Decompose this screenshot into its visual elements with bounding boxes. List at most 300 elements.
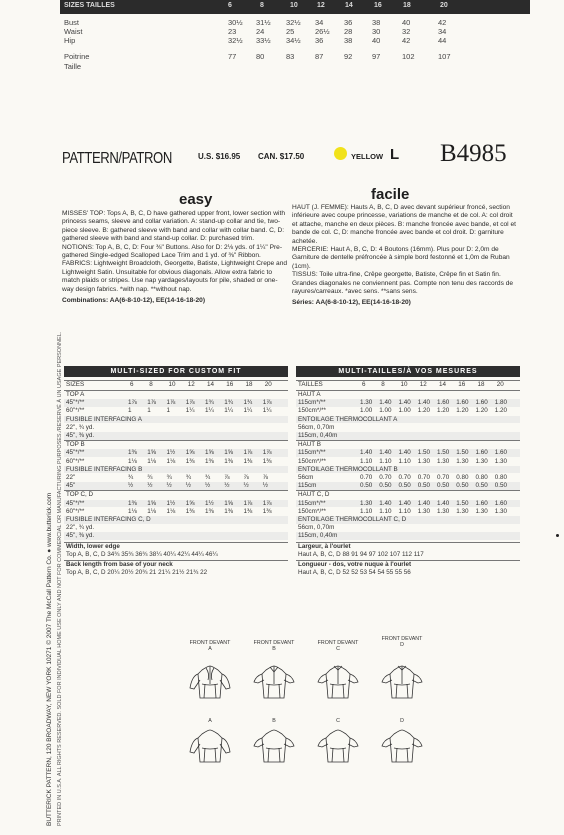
table-rule xyxy=(64,390,288,391)
measurement-value: 32½ xyxy=(286,18,301,27)
yardage-value: 1.30 xyxy=(360,399,373,407)
yardage-value: 1⅜ xyxy=(185,507,195,515)
row-label: 115cm, 0,40m xyxy=(298,432,338,439)
yardage-value: 1.60 xyxy=(475,399,488,407)
sizes-label: SIZES xyxy=(66,381,85,388)
yardage-value: 1¼ xyxy=(185,407,195,415)
yardage-value: 1.20 xyxy=(494,407,508,415)
row-label: HAUT B xyxy=(298,441,321,449)
yardage-value: 1½ xyxy=(205,499,214,507)
header-cell: 20 xyxy=(440,2,448,9)
row-label: 45"*/** xyxy=(66,449,85,457)
front-view-sketch xyxy=(188,664,232,700)
yardage-value: 1¼ xyxy=(224,407,234,415)
yardage-value: 1⅞ xyxy=(166,399,176,407)
measurement-value: 83 xyxy=(286,52,295,61)
row-label: 115cm xyxy=(298,482,317,490)
measurement-label: Poitrine xyxy=(64,52,90,61)
yardage-value: 1⅜ xyxy=(262,457,272,465)
yardage-table-title: MULTI-SIZED FOR CUSTOM FIT xyxy=(64,366,288,377)
yardage-value: 1⅝ xyxy=(147,449,157,457)
measurement-value: 44 xyxy=(438,36,447,45)
yardage-value: 1⅜ xyxy=(128,449,137,457)
row-label: FUSIBLE INTERFACING A xyxy=(66,415,142,423)
measurement-value: 32 xyxy=(402,27,411,36)
sketch-front-label: FRONT DEVANT B xyxy=(253,640,295,652)
yardage-value: ⅞ xyxy=(243,474,249,481)
yardage-value: 1⅜ xyxy=(205,507,214,515)
yardage-value: 0.80 xyxy=(456,474,469,481)
measurement-label: Hip xyxy=(64,36,76,45)
measurement-value: 34 xyxy=(438,27,447,36)
row-label: 115cm, 0,40m xyxy=(298,532,338,540)
header-cell: 6 xyxy=(228,2,232,9)
yardage-value: ¾ xyxy=(185,474,192,481)
sketch-back-label: D xyxy=(400,718,404,724)
yardage-value: 1.40 xyxy=(379,399,392,407)
yardage-value: 1.60 xyxy=(437,399,450,407)
yardage-value: 1.40 xyxy=(360,449,373,457)
yardage-value: 1⅛ xyxy=(128,457,137,465)
size-heading: 8 xyxy=(381,381,385,388)
measurement-value: 31½ xyxy=(256,18,271,27)
width-row: Top A, B, C, D 34¾ 35¾ 36¾ 38¼ 40¼ 42¼ 44¼ 46¼ xyxy=(66,550,218,558)
yardage-value: 1⅛ xyxy=(147,507,157,515)
yardage-value: 1.80 xyxy=(494,399,508,407)
row-label: 45" xyxy=(66,482,76,490)
yardage-value: 1.50 xyxy=(456,499,469,507)
measurement-value: 23 xyxy=(228,27,237,36)
measurement-row xyxy=(60,62,530,71)
speck-mark xyxy=(556,534,559,537)
row-label: ENTOILAGE THERMOCOLLANT C, D xyxy=(298,516,407,523)
yardage-value: 1.40 xyxy=(398,449,411,457)
tissus-text: TISSUS: Toile ultra-fine, Crêpe georgette, Batiste, Crêpe fin et Satin fin. Grandes diagonales ne conviennent pas. Compte non tenu des raccords de rayures/carreaux. *avec sens. **sans sens. xyxy=(292,271,514,296)
row-label: 22" xyxy=(66,474,76,481)
yardage-value: 0.70 xyxy=(398,474,411,481)
row-label: 22", ¾ yd. xyxy=(66,423,95,431)
yardage-value: 1.10 xyxy=(360,457,373,465)
yardage-value: 1.40 xyxy=(379,499,392,507)
yardage-value: 1.30 xyxy=(360,499,373,507)
size-heading: 18 xyxy=(477,381,485,388)
measurement-value: 33½ xyxy=(256,36,271,45)
yardage-value: 0.50 xyxy=(360,482,373,490)
row-shade xyxy=(64,432,288,440)
yardage-value: 1⅛ xyxy=(166,507,176,515)
size-heading: 10 xyxy=(400,381,408,388)
back-length-row: Haut A, B, C, D 52 52 53 54 54 55 55 56 xyxy=(298,569,411,576)
facile-title: facile xyxy=(371,186,410,203)
row-label: TOP C, D xyxy=(66,491,94,499)
yardage-value: ¾ xyxy=(128,474,134,481)
yardage-value: 1¼ xyxy=(262,407,272,415)
sketch-line xyxy=(198,730,222,762)
back-view-sketch xyxy=(252,728,296,764)
size-heading: 8 xyxy=(149,381,153,388)
french-description xyxy=(292,204,518,308)
yardage-value: 0.50 xyxy=(456,482,469,490)
measurement-value: 40 xyxy=(372,36,381,45)
yardage-value: 1.30 xyxy=(494,507,508,515)
back-view-sketch xyxy=(316,728,360,764)
row-label: 45"*/** xyxy=(66,399,85,407)
row-label: 115cm*/** xyxy=(298,449,326,457)
size-heading: 10 xyxy=(168,381,176,388)
measurement-value: 36 xyxy=(315,36,324,45)
measurement-value: 97 xyxy=(372,52,381,61)
size-heading: 6 xyxy=(362,381,366,388)
yardage-value: 1.10 xyxy=(398,507,411,515)
sketch-line xyxy=(390,730,414,762)
header-cell: SIZES TAILLES xyxy=(64,2,115,9)
yardage-value: 1.30 xyxy=(456,457,469,465)
yardage-value: ¾ xyxy=(147,474,153,481)
yardage-value: 1.60 xyxy=(494,449,508,457)
yardage-value: 1.30 xyxy=(475,507,488,515)
table-rule xyxy=(64,490,288,491)
back-length-label: Longueur - dos, votre nuque à l'ourlet xyxy=(298,560,412,568)
size-heading: 16 xyxy=(226,381,234,388)
size-heading: 20 xyxy=(496,381,504,388)
yardage-table-french xyxy=(296,366,520,586)
english-description xyxy=(62,210,288,305)
row-label: FUSIBLE INTERFACING C, D xyxy=(66,516,151,523)
sketch-line xyxy=(394,748,410,749)
row-shade xyxy=(64,482,288,490)
body-measurement-chart xyxy=(60,0,530,74)
yardage-value: 1.60 xyxy=(494,499,508,507)
sketch-front-label: FRONT DEVANT A xyxy=(189,640,231,652)
yardage-value: 1⅜ xyxy=(205,457,214,465)
size-heading: 14 xyxy=(207,381,215,388)
yardage-table-title: MULTI-TAILLES/À VOS MESURES xyxy=(296,366,520,377)
yardage-value: ¾ xyxy=(205,474,211,481)
measurement-value: 36 xyxy=(344,18,353,27)
measurement-value: 107 xyxy=(438,52,451,61)
yardage-value: 1⅜ xyxy=(243,507,253,515)
rights-side-text: PRINTED IN U.S.A. ALL RIGHTS RESERVED. SOLD FOR INDIVIDUAL HOME USE ONLY AND NOT FOR COMMERCIAL OR MANUFACTURING PURPOSES./RESERVÉ À UN USAGE PERSONNEL. xyxy=(57,331,63,826)
table-rule xyxy=(64,380,288,381)
yellow-label: YELLOW xyxy=(351,152,384,161)
measurement-row xyxy=(60,27,530,36)
sketch-line xyxy=(202,684,218,685)
yardage-value: 1.30 xyxy=(437,457,450,465)
back-view-sketch xyxy=(380,728,424,764)
yardage-value: 1⅞ xyxy=(262,399,272,407)
measurement-label: Bust xyxy=(64,18,80,27)
width-row: Haut A, B, C, D 88 91 94 97 102 107 112 117 xyxy=(298,550,424,558)
yardage-value: 0.50 xyxy=(437,482,450,490)
yellow-dot-icon xyxy=(334,147,347,160)
sketch-front-label: FRONT DEVANT C xyxy=(317,640,359,652)
yardage-value: 1.60 xyxy=(475,499,488,507)
measurement-value: 34½ xyxy=(286,36,301,45)
sketch-front-label: FRONT DEVANT D xyxy=(381,636,423,648)
front-view-sketch xyxy=(316,664,360,700)
row-label: 60"*/** xyxy=(66,507,85,515)
yardage-value: 1 xyxy=(166,407,171,415)
row-label: 56cm, 0,70m xyxy=(298,423,335,431)
measurement-row xyxy=(60,18,530,27)
yardage-value: 1⅜ xyxy=(243,457,253,465)
row-label: FUSIBLE INTERFACING B xyxy=(66,465,143,473)
sketch-line xyxy=(332,684,344,698)
yardage-value: 0.50 xyxy=(398,482,411,490)
yardage-value: 0.70 xyxy=(437,474,450,481)
yardage-value: 1.00 xyxy=(360,407,373,415)
sketch-line xyxy=(266,748,282,749)
measurement-value: 102 xyxy=(402,52,415,61)
row-label: 115cm*/** xyxy=(298,399,326,407)
yardage-value: ½ xyxy=(185,482,192,490)
measurement-value: 30½ xyxy=(228,18,243,27)
sketch-line xyxy=(396,684,408,698)
yardage-value: 1⅝ xyxy=(205,449,214,457)
width-label: Largeur, à l'ourlet xyxy=(298,542,351,550)
row-label: 22", ¾ yd. xyxy=(66,524,95,532)
row-label: TOP A xyxy=(66,391,85,398)
yardage-value: 0.70 xyxy=(417,474,431,481)
us-price: U.S. $16.95 xyxy=(198,152,241,161)
yardage-value: 1¼ xyxy=(205,407,214,415)
pattern-number: B4985 xyxy=(440,140,507,167)
pattern-patron-label: PATTERN/PATRON xyxy=(62,150,172,167)
measurement-value: 34 xyxy=(315,18,324,27)
size-heading: 18 xyxy=(245,381,253,388)
yardage-value: 1⅞ xyxy=(185,399,195,407)
row-label: 45", ⅜ yd. xyxy=(66,532,95,540)
yardage-value: 1⅞ xyxy=(243,449,253,457)
measurement-value: 77 xyxy=(228,52,237,61)
yardage-value: 1⅝ xyxy=(185,449,195,457)
yardage-value: 1.50 xyxy=(417,449,431,457)
yardage-value: 1⅞ xyxy=(147,399,157,407)
size-heading: 12 xyxy=(419,381,427,388)
measurement-value: 30 xyxy=(372,27,381,36)
yardage-value: 1¾ xyxy=(243,399,253,407)
table-rule xyxy=(296,440,520,441)
sketch-line xyxy=(204,748,216,762)
yardage-value: 1⅜ xyxy=(128,499,137,507)
yardage-value: 1.20 xyxy=(475,407,488,415)
header-cell: 10 xyxy=(290,2,298,9)
yardage-value: 1⅞ xyxy=(262,499,272,507)
sketch-line xyxy=(202,748,218,749)
yardage-value: ⅞ xyxy=(262,474,269,481)
yardage-value: 1.50 xyxy=(437,449,450,457)
yardage-value: 1.40 xyxy=(398,399,411,407)
haut-text: HAUT (J. FEMME): Hauts A, B, C, D avec devant supérieur froncé, section inférieure avec coupe princesse, variations de manche et de col. A: col droit et attache, manche en deux pièces. B: manche froncée avec bande, et col et bande de col. C, D: manche froncée avec bande et col droit. D: garniture achetée. xyxy=(292,204,516,245)
sizes-label: TAILLES xyxy=(298,381,323,388)
yardage-value: 0.80 xyxy=(475,474,488,481)
front-view-sketch xyxy=(252,664,296,700)
sketch-line xyxy=(326,730,350,762)
sketch-line xyxy=(266,684,282,685)
yardage-value: 1 xyxy=(128,407,132,415)
yardage-value: 1.00 xyxy=(379,407,392,415)
notions-text: NOTIONS: Top A, B, C, D: Four ⅜" Buttons. Also for D: 2⅛ yds. of 1¼" Pre-gathered Single-edged Scalloped Lace Trim and 1 yd. of ⅜" Ribbon. xyxy=(62,243,283,260)
yardage-value: 1.30 xyxy=(417,457,431,465)
yardage-value: 1.40 xyxy=(379,449,392,457)
mercerie-text: MERCERIE: Haut A, B, C, D: 4 Boutons (16mm). Plus pour D: 2,0m de Garniture de dentelle préfroncée à simple bord festonné et 1,0m de Ruban (1cm). xyxy=(292,246,510,270)
yardage-value: 1⅞ xyxy=(128,399,137,407)
yardage-value: 0.50 xyxy=(475,482,488,490)
yardage-value: 1.20 xyxy=(417,407,431,415)
body-measurement-header xyxy=(60,0,530,14)
header-cell: 14 xyxy=(345,2,353,9)
yardage-value: 1 xyxy=(147,407,151,415)
yardage-value: 0.70 xyxy=(379,474,392,481)
measurement-value: 87 xyxy=(315,52,324,61)
row-label: 150cm*/** xyxy=(298,457,327,465)
yardage-value: ¾ xyxy=(166,474,172,481)
combinations-text: Combinations: AA(6-8-10-12), EE(14-16-18-20) xyxy=(62,297,206,305)
yardage-value: 1.40 xyxy=(417,499,431,507)
yardage-value: 1¼ xyxy=(243,407,253,415)
yardage-value: 1.30 xyxy=(437,507,450,515)
sketch-line xyxy=(394,684,410,685)
sketch-line xyxy=(396,748,408,762)
yardage-value: 1.50 xyxy=(456,449,469,457)
sketch-line xyxy=(268,748,280,762)
row-label: 150cm*/** xyxy=(298,407,327,415)
yardage-value: 1¾ xyxy=(205,399,214,407)
back-length-label: Back length from base of your neck xyxy=(66,560,173,568)
can-price: CAN. $17.50 xyxy=(258,152,305,161)
measurement-value: 40 xyxy=(402,18,411,27)
yardage-value: ½ xyxy=(128,482,134,490)
row-label: HAUT C, D xyxy=(298,491,330,499)
table-rule xyxy=(296,390,520,391)
yardage-table-english xyxy=(64,366,288,586)
size-range-letter: L xyxy=(390,146,400,163)
yardage-value: 1⅝ xyxy=(224,449,234,457)
row-shade xyxy=(64,500,288,508)
yardage-value: 1½ xyxy=(166,499,176,507)
measurement-value: 25 xyxy=(286,27,295,36)
header-cell: 18 xyxy=(403,2,411,9)
size-heading: 20 xyxy=(264,381,272,388)
yardage-value: 1.60 xyxy=(456,399,469,407)
header-cell: 8 xyxy=(260,2,264,9)
measurement-value: 32½ xyxy=(228,36,243,45)
front-view-sketch xyxy=(380,664,424,700)
width-label: Width, lower edge xyxy=(66,542,120,550)
yardage-value: 1.40 xyxy=(417,399,431,407)
row-label: ENTOILAGE THERMOCOLLANT A xyxy=(298,415,398,423)
yardage-value: 1.30 xyxy=(494,457,508,465)
yardage-value: 0.50 xyxy=(417,482,431,490)
yardage-value: 1⅜ xyxy=(224,457,234,465)
yardage-value: 1.20 xyxy=(437,407,450,415)
size-heading: 14 xyxy=(439,381,447,388)
yardage-value: ½ xyxy=(262,482,269,490)
measurement-value: 80 xyxy=(256,52,265,61)
row-label: 115cm*/** xyxy=(298,499,326,507)
yardage-value: ½ xyxy=(224,482,230,490)
sketch-line xyxy=(330,748,346,749)
yardage-value: 1⅝ xyxy=(224,499,234,507)
measurement-value: 38 xyxy=(344,36,353,45)
yardage-value: 1⅞ xyxy=(243,499,253,507)
yardage-value: ½ xyxy=(147,482,153,490)
yardage-value: 1⅛ xyxy=(166,457,176,465)
row-shade xyxy=(64,532,288,540)
yardage-value: 1.40 xyxy=(398,499,411,507)
yardage-value: 1.10 xyxy=(379,457,392,465)
row-label: HAUT A xyxy=(298,391,321,398)
measurement-label: Taille xyxy=(64,62,82,71)
table-rule xyxy=(296,380,520,381)
publisher-side-text: BUTTERICK PATTERN, 120 BROADWAY, NEW YORK 10271 © 2007 The McCall Pattern Co. ● www.butterick.com xyxy=(46,492,53,826)
sketch-back-label: B xyxy=(272,718,276,724)
row-shade xyxy=(64,449,288,457)
size-heading: 16 xyxy=(458,381,466,388)
row-label: 60"*/** xyxy=(66,407,85,415)
yardage-value: 1⅛ xyxy=(128,507,137,515)
yardage-value: 1½ xyxy=(166,449,176,457)
row-label: 56cm xyxy=(298,474,314,481)
yardage-value: 1⅛ xyxy=(147,457,157,465)
series-text: Séries: AA(6-8-10-12), EE(14-16-18-20) xyxy=(292,299,411,307)
misses-top-text: MISSES' TOP: Tops A, B, C, D have gathered upper front, lower section with princess seams, sleeve and collar variation. A: stand-up collar and tie, two-piece sleeve. B: gathered sleeve with band and collar with collar band. C, D: gathered sleeve with band and stand-up collar. D: purchased trim. xyxy=(62,210,285,243)
sketch-line xyxy=(204,684,216,698)
yardage-value: ⅞ xyxy=(224,474,230,481)
measurement-value: 92 xyxy=(344,52,353,61)
yardage-value: 1⅝ xyxy=(147,499,157,507)
yardage-value: 1.00 xyxy=(398,407,411,415)
yardage-value: 1.10 xyxy=(398,457,411,465)
measurement-value: 26½ xyxy=(315,27,330,36)
table-rule xyxy=(64,440,288,441)
yardage-value: 0.50 xyxy=(379,482,392,490)
row-label: 45"*/** xyxy=(66,499,85,507)
yardage-value: 1⅜ xyxy=(185,457,195,465)
sketch-line xyxy=(330,684,346,685)
yardage-value: ½ xyxy=(205,482,211,490)
row-label: ENTOILAGE THERMOCOLLANT B xyxy=(298,465,398,473)
row-label: 150cm*/** xyxy=(298,507,327,515)
yardage-value: ½ xyxy=(166,482,172,490)
measurement-row xyxy=(60,36,530,45)
measurement-value: 28 xyxy=(344,27,353,36)
yardage-value: 1⅞ xyxy=(262,449,272,457)
row-shade xyxy=(64,399,288,407)
yardage-value: 1.30 xyxy=(456,507,469,515)
sketch-back-label: A xyxy=(208,718,212,724)
size-heading: 6 xyxy=(130,381,134,388)
header-cell: 16 xyxy=(374,2,382,9)
sketch-line xyxy=(262,730,286,762)
row-label: TOP B xyxy=(66,441,85,449)
size-heading: 12 xyxy=(187,381,195,388)
yardage-value: 1⅜ xyxy=(224,507,234,515)
yardage-value: 1.30 xyxy=(417,507,431,515)
yardage-value: 1.10 xyxy=(360,507,373,515)
yardage-value: 1.20 xyxy=(456,407,469,415)
sketch-back-label: C xyxy=(336,718,340,724)
sketch-line xyxy=(332,748,344,762)
measurement-value: 24 xyxy=(256,27,265,36)
table-rule xyxy=(296,490,520,491)
measurement-value: 38 xyxy=(372,18,381,27)
row-label: 56cm, 0,70m xyxy=(298,524,335,532)
yardage-value: 1.30 xyxy=(475,457,488,465)
measurement-label: Waist xyxy=(64,27,83,36)
row-label: 60"*/** xyxy=(66,457,85,465)
yardage-value: 1⅝ xyxy=(185,499,195,507)
